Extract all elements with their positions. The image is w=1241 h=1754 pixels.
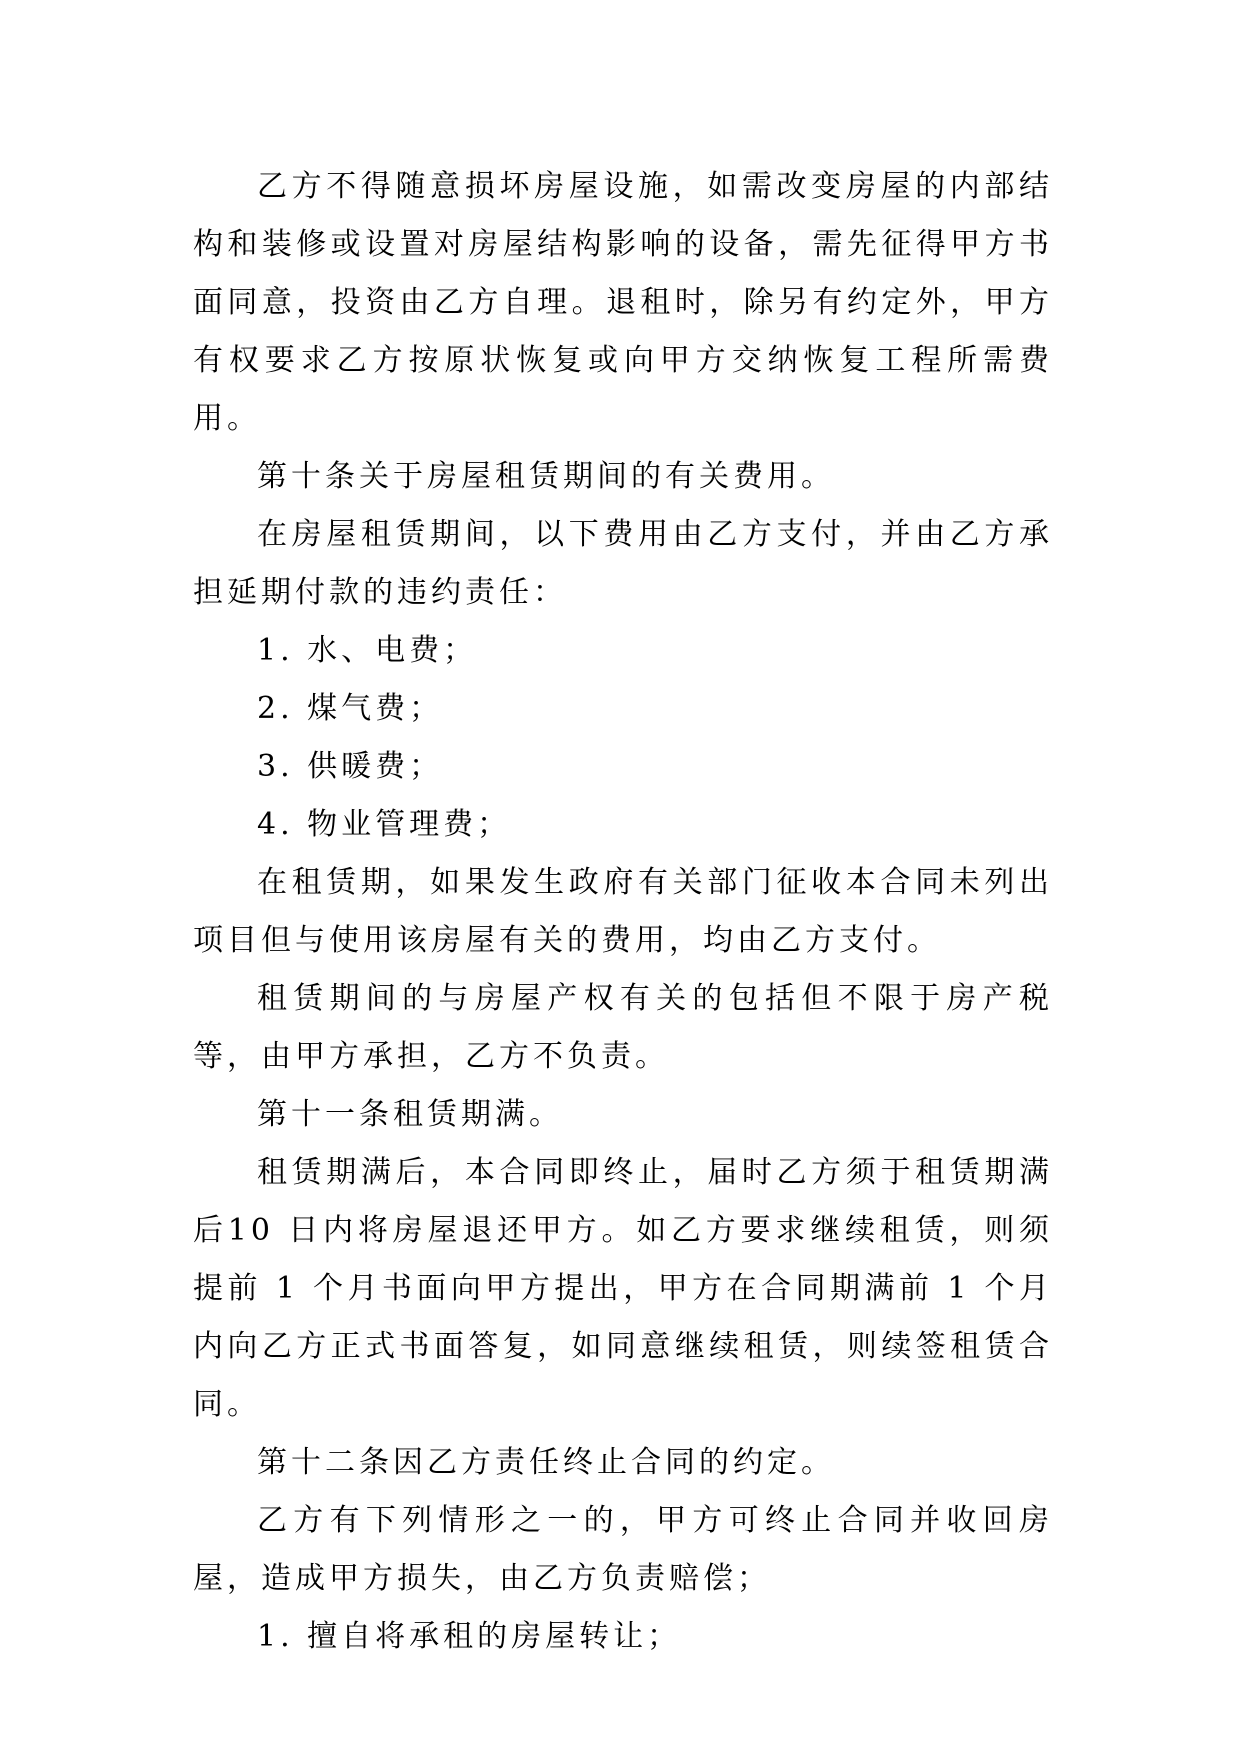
- paragraph-lease-expiry: 租赁期满后，本合同即终止，届时乙方须于租赁期满后10 日内将房屋退还甲方。如乙方要求继续租赁，则须提前 1 个月书面向甲方提出，甲方在合同期满前 1 个月内向乙方正式书面答复，如同意继续租赁，则续签租赁合同。: [193, 1155, 1053, 1422]
- paragraph-facility-damage: 乙方不得随意损坏房屋设施，如需改变房屋的内部结构和装修或设置对房屋结构影响的设备，需先征得甲方书面同意，投资由乙方自理。退租时，除另有约定外，甲方有权要求乙方按原状恢复或向甲方交纳恢复工程所需费用。: [193, 169, 1053, 436]
- paragraph-government-fees: 在租赁期，如果发生政府有关部门征收本合同未列出项目但与使用该房屋有关的费用，均由乙方支付。: [193, 865, 1053, 958]
- paragraph-property-tax: 租赁期间的与房屋产权有关的包括但不限于房产税等，由甲方承担，乙方不负责。: [193, 981, 1053, 1074]
- paragraph-termination-conditions: 乙方有下列情形之一的，甲方可终止合同并收回房屋，造成甲方损失，由乙方负责赔偿；: [193, 1503, 1053, 1596]
- list-item-heating: 3. 供暖费；: [257, 749, 444, 784]
- paragraph-article-11-heading: 第十一条租赁期满。: [257, 1097, 563, 1132]
- paragraph-article-10-heading: 第十条关于房屋租赁期间的有关费用。: [257, 459, 835, 494]
- list-item-unauthorized-transfer: 1. 擅自将承租的房屋转让；: [257, 1619, 682, 1654]
- list-item-gas: 2. 煤气费；: [257, 691, 444, 726]
- list-item-property-management: 4. 物业管理费；: [257, 807, 512, 842]
- list-item-water-electricity: 1. 水、电费；: [257, 633, 478, 668]
- document-body: [193, 158, 1053, 1666]
- paragraph-article-12-heading: 第十二条因乙方责任终止合同的约定。: [257, 1445, 835, 1480]
- paragraph-fees-intro: 在房屋租赁期间，以下费用由乙方支付，并由乙方承担延期付款的违约责任：: [193, 517, 1053, 610]
